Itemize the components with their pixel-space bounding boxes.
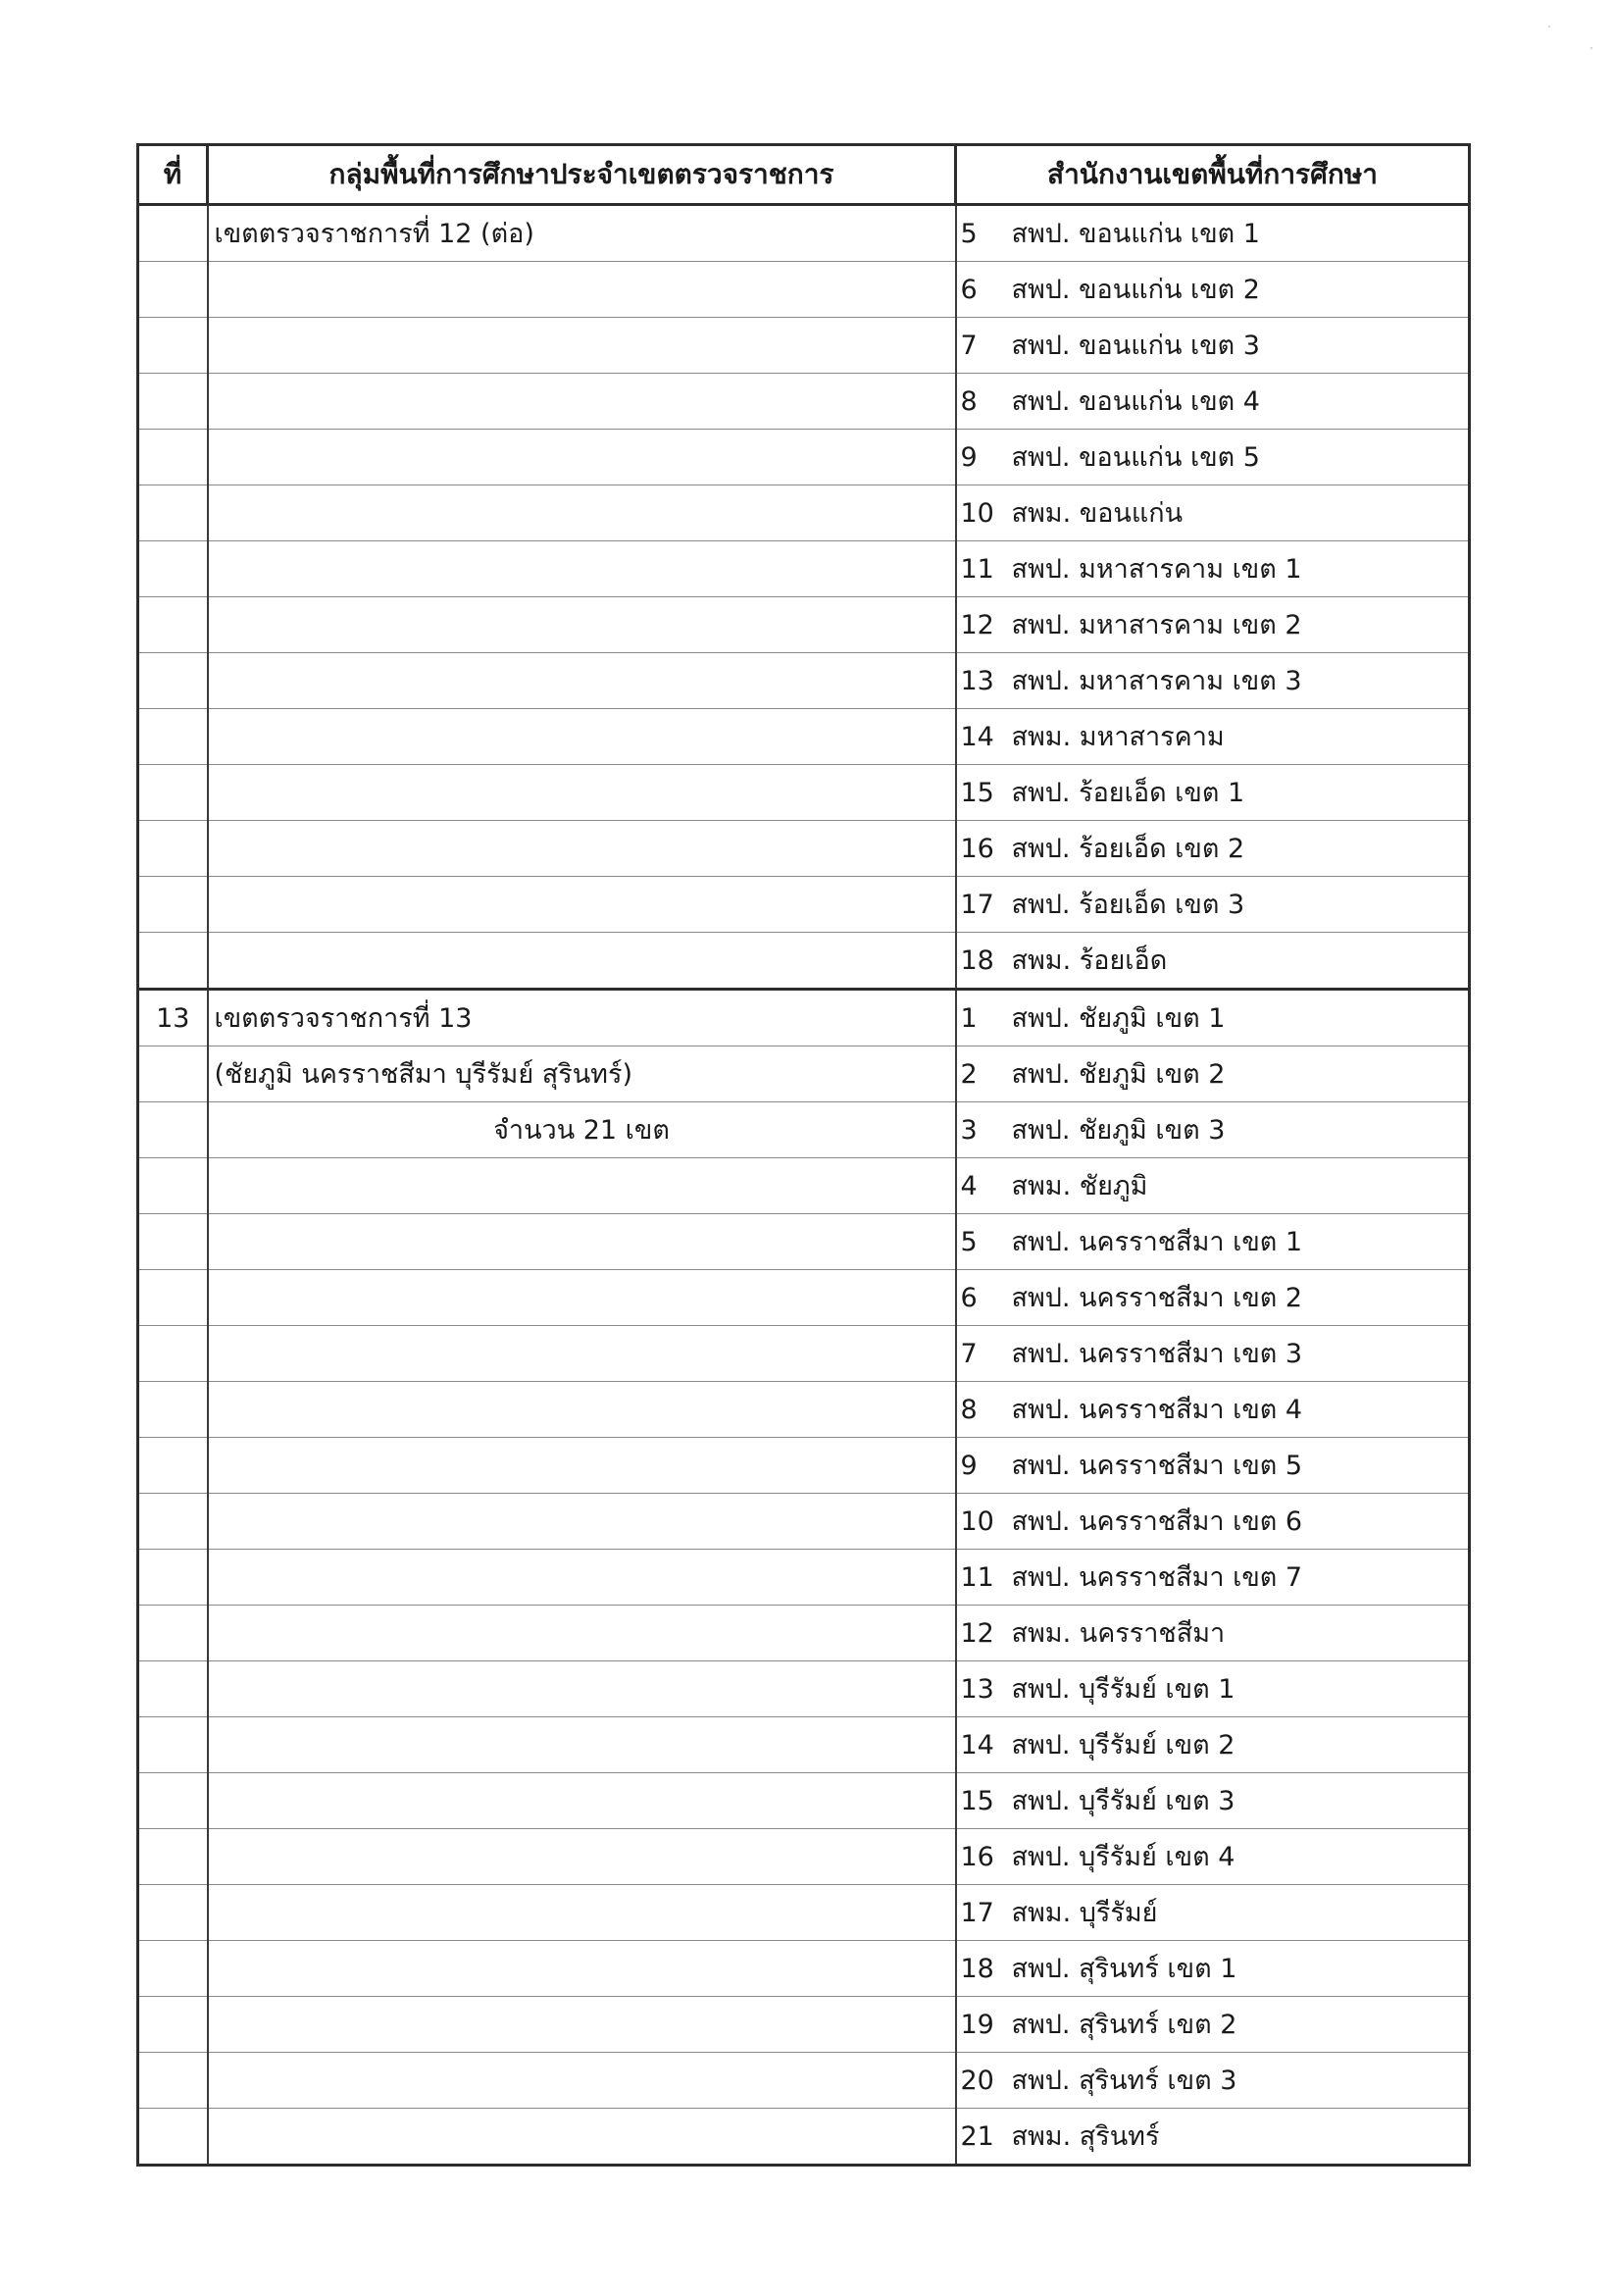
table-row <box>138 1661 1470 1717</box>
scan-speck <box>1590 47 1592 49</box>
office-entry <box>957 1785 1469 1816</box>
cell-office <box>956 1606 1470 1661</box>
header-office: สำนักงานเขตพื้นที่การศึกษา <box>956 145 1470 205</box>
office-index: 20 <box>960 2065 994 2096</box>
cell-group <box>208 318 956 374</box>
office-entry <box>957 332 1469 359</box>
office-name: สพม. บุรีรัมย์ <box>1011 1897 1158 1928</box>
table-row <box>138 1102 1470 1158</box>
office-entry <box>957 274 1469 305</box>
table-row <box>138 1885 1470 1941</box>
cell-office <box>956 1661 1470 1717</box>
table-row <box>138 1717 1470 1773</box>
cell-group <box>208 1494 956 1550</box>
cell-no <box>138 1270 208 1326</box>
cell-no <box>138 1773 208 1829</box>
office-name: สพม. มหาสารคาม <box>1011 721 1225 752</box>
cell-office <box>956 933 1470 990</box>
cell-no <box>138 205 208 262</box>
office-entry <box>957 1841 1469 1872</box>
table-row <box>138 1997 1470 2053</box>
office-name: สพป. นครราชสีมา เขต 7 <box>1011 1561 1303 1593</box>
cell-group <box>208 2109 956 2166</box>
office-entry <box>957 609 1469 640</box>
office-entry <box>957 1953 1469 1984</box>
table-row <box>138 2109 1470 2166</box>
cell-office <box>956 1997 1470 2053</box>
cell-group <box>208 821 956 877</box>
cell-office <box>956 990 1470 1046</box>
office-name: สพป. สุรินทร์ เขต 1 <box>1011 1953 1237 1984</box>
office-index: 17 <box>960 889 994 920</box>
office-name: สพป. ร้อยเอ็ด เขต 3 <box>1011 889 1245 920</box>
office-name: สพม. สุรินทร์ <box>1011 2120 1160 2152</box>
office-index: 16 <box>960 1841 994 1872</box>
cell-office <box>956 1046 1470 1102</box>
office-index: 9 <box>960 1450 978 1481</box>
office-index: 15 <box>960 777 994 808</box>
office-index: 21 <box>960 2120 994 2152</box>
cell-office <box>956 485 1470 541</box>
table-row <box>138 1941 1470 1997</box>
cell-office <box>956 1438 1470 1494</box>
header-no: ที่ <box>138 145 208 205</box>
table-row <box>138 1270 1470 1326</box>
table-row <box>138 262 1470 318</box>
cell-office <box>956 1158 1470 1214</box>
cell-group <box>208 1326 956 1382</box>
cell-no: 13 <box>138 990 208 1046</box>
group-label: จำนวน 21 เขต <box>493 1114 670 1146</box>
cell-group <box>208 262 956 318</box>
office-index: 11 <box>960 553 994 585</box>
cell-office <box>956 1717 1470 1773</box>
table-row <box>138 1158 1470 1214</box>
office-name: สพม. ชัยภูมิ <box>1011 1170 1148 1201</box>
cell-no <box>138 1717 208 1773</box>
table-row <box>138 877 1470 933</box>
cell-group <box>208 1102 956 1158</box>
cell-group <box>208 1661 956 1717</box>
table-row <box>138 653 1470 709</box>
office-index: 16 <box>960 833 994 864</box>
cell-group <box>208 1550 956 1606</box>
cell-group <box>208 541 956 597</box>
office-entry <box>957 665 1469 696</box>
table-row <box>138 1829 1470 1885</box>
cell-no <box>138 262 208 318</box>
cell-office <box>956 1941 1470 1997</box>
office-name: สพป. บุรีรัมย์ เขต 3 <box>1011 1785 1235 1816</box>
office-name: สพป. บุรีรัมย์ เขต 2 <box>1011 1729 1235 1760</box>
office-name: สพป. นครราชสีมา เขต 4 <box>1011 1394 1303 1425</box>
office-entry <box>957 497 1469 529</box>
cell-no <box>138 821 208 877</box>
table-body <box>138 205 1470 2166</box>
cell-office <box>956 430 1470 485</box>
cell-no <box>138 1382 208 1438</box>
cell-no <box>138 374 208 430</box>
office-entry <box>957 1505 1469 1537</box>
office-name: สพป. ร้อยเอ็ด เขต 1 <box>1011 777 1245 808</box>
table-row <box>138 933 1470 990</box>
cell-no <box>138 1438 208 1494</box>
office-entry <box>957 721 1469 752</box>
office-index: 2 <box>960 1058 978 1090</box>
cell-no <box>138 709 208 765</box>
cell-office <box>956 597 1470 653</box>
table-row <box>138 1214 1470 1270</box>
cell-group <box>208 765 956 821</box>
table-row <box>138 2053 1470 2109</box>
office-index: 13 <box>960 665 994 696</box>
cell-office <box>956 2053 1470 2109</box>
table-row <box>138 765 1470 821</box>
office-name: สพป. มหาสารคาม เขต 1 <box>1011 553 1302 585</box>
office-index: 13 <box>960 1673 994 1705</box>
office-index: 18 <box>960 1953 994 1984</box>
cell-no <box>138 1550 208 1606</box>
group-label: เขตตรวจราชการที่ 12 (ต่อ) <box>214 218 534 249</box>
table-row <box>138 541 1470 597</box>
office-index: 4 <box>960 1170 978 1201</box>
office-index: 7 <box>960 1338 978 1369</box>
cell-group <box>208 990 956 1046</box>
cell-no <box>138 430 208 485</box>
group-label: เขตตรวจราชการที่ 13 <box>214 1002 473 1034</box>
office-name: สพป. ชัยภูมิ เขต 2 <box>1011 1058 1226 1090</box>
office-index: 11 <box>960 1561 994 1593</box>
cell-group <box>208 1941 956 1997</box>
cell-group <box>208 1717 956 1773</box>
office-name: สพป. นครราชสีมา เขต 5 <box>1011 1450 1303 1481</box>
office-entry <box>957 2120 1469 2152</box>
table-row <box>138 1606 1470 1661</box>
table-row <box>138 709 1470 765</box>
cell-group <box>208 1270 956 1326</box>
office-entry <box>957 944 1469 976</box>
cell-group <box>208 709 956 765</box>
office-index: 7 <box>960 330 978 361</box>
office-name: สพป. มหาสารคาม เขต 2 <box>1011 609 1302 640</box>
office-index: 17 <box>960 1897 994 1928</box>
cell-office <box>956 2109 1470 2166</box>
table-row <box>138 1550 1470 1606</box>
office-index: 1 <box>960 1002 978 1034</box>
office-entry <box>957 1729 1469 1760</box>
office-name: สพม. ร้อยเอ็ด <box>1011 944 1168 976</box>
cell-group <box>208 1438 956 1494</box>
cell-no <box>138 1997 208 2053</box>
cell-group <box>208 430 956 485</box>
scan-speck <box>1548 26 1550 27</box>
office-index: 6 <box>960 274 978 305</box>
office-name: สพป. ขอนแก่น เขต 1 <box>1011 218 1260 249</box>
office-entry <box>957 833 1469 864</box>
office-name: สพป. นครราชสีมา เขต 1 <box>1011 1226 1303 1257</box>
cell-office <box>956 1382 1470 1438</box>
office-name: สพม. นครราชสีมา <box>1011 1617 1226 1649</box>
cell-group <box>208 1606 956 1661</box>
office-name: สพป. ขอนแก่น เขต 3 <box>1011 330 1260 361</box>
cell-office <box>956 765 1470 821</box>
cell-no <box>138 2109 208 2166</box>
cell-office <box>956 709 1470 765</box>
cell-office <box>956 1326 1470 1382</box>
office-entry <box>957 218 1469 249</box>
office-name: สพป. สุรินทร์ เขต 2 <box>1011 2009 1237 2040</box>
table-row <box>138 990 1470 1046</box>
cell-no <box>138 653 208 709</box>
office-entry <box>957 1170 1469 1201</box>
office-entry <box>957 2067 1469 2094</box>
office-entry <box>957 1002 1469 1034</box>
table-row <box>138 430 1470 485</box>
cell-group <box>208 1829 956 1885</box>
cell-office <box>956 1102 1470 1158</box>
group-label: (ชัยภูมิ นครราชสีมา บุรีรัมย์ สุรินทร์) <box>214 1058 633 1090</box>
office-name: สพป. มหาสารคาม เขต 3 <box>1011 665 1302 696</box>
cell-office <box>956 262 1470 318</box>
table-row <box>138 205 1470 262</box>
table-row <box>138 597 1470 653</box>
table-row <box>138 1438 1470 1494</box>
office-entry <box>957 1394 1469 1425</box>
cell-office <box>956 1550 1470 1606</box>
cell-group <box>208 1382 956 1438</box>
cell-no <box>138 485 208 541</box>
office-index: 14 <box>960 721 994 752</box>
office-entry <box>957 889 1469 920</box>
office-index: 8 <box>960 385 978 417</box>
table-row <box>138 1773 1470 1829</box>
cell-group <box>208 205 956 262</box>
office-name: สพป. ขอนแก่น เขต 5 <box>1011 441 1260 473</box>
office-index: 5 <box>960 1226 978 1257</box>
cell-office <box>956 318 1470 374</box>
cell-group <box>208 1158 956 1214</box>
office-entry <box>957 1897 1469 1928</box>
office-index: 15 <box>960 1785 994 1816</box>
office-entry <box>957 1450 1469 1481</box>
cell-no <box>138 1941 208 1997</box>
office-index: 3 <box>960 1114 978 1146</box>
office-entry <box>957 441 1469 473</box>
cell-group <box>208 374 956 430</box>
table-row <box>138 485 1470 541</box>
cell-no <box>138 933 208 990</box>
office-index: 10 <box>960 1505 994 1537</box>
cell-no <box>138 1661 208 1717</box>
office-entry <box>957 385 1469 417</box>
office-name: สพป. นครราชสีมา เขต 3 <box>1011 1338 1303 1369</box>
office-entry <box>957 2009 1469 2040</box>
office-entry <box>957 553 1469 585</box>
cell-no <box>138 1046 208 1102</box>
office-entry <box>957 1673 1469 1705</box>
office-index: 8 <box>960 1394 978 1425</box>
cell-group <box>208 877 956 933</box>
cell-group <box>208 1046 956 1102</box>
cell-no <box>138 2053 208 2109</box>
cell-office <box>956 374 1470 430</box>
cell-no <box>138 1214 208 1270</box>
cell-group <box>208 597 956 653</box>
office-index: 9 <box>960 441 978 473</box>
table-row <box>138 1382 1470 1438</box>
cell-group <box>208 1773 956 1829</box>
office-index: 14 <box>960 1729 994 1760</box>
office-name: สพป. บุรีรัมย์ เขต 1 <box>1011 1673 1235 1705</box>
cell-group <box>208 2053 956 2109</box>
cell-no <box>138 1885 208 1941</box>
cell-no <box>138 318 208 374</box>
office-name: สพป. นครราชสีมา เขต 6 <box>1011 1505 1303 1537</box>
office-name: สพป. บุรีรัมย์ เขต 4 <box>1011 1841 1235 1872</box>
cell-no <box>138 1494 208 1550</box>
cell-no <box>138 1158 208 1214</box>
office-index: 6 <box>960 1282 978 1313</box>
office-index: 12 <box>960 609 994 640</box>
cell-office <box>956 1214 1470 1270</box>
cell-office <box>956 653 1470 709</box>
office-name: สพป. นครราชสีมา เขต 2 <box>1011 1282 1303 1313</box>
office-entry <box>957 1282 1469 1313</box>
cell-no <box>138 877 208 933</box>
office-index: 18 <box>960 944 994 976</box>
office-name: สพป. ร้อยเอ็ด เขต 2 <box>1011 833 1245 864</box>
cell-group <box>208 1885 956 1941</box>
office-name: สพป. ขอนแก่น เขต 2 <box>1011 274 1260 305</box>
office-name: สพป. ชัยภูมิ เขต 1 <box>1011 1002 1226 1034</box>
office-entry <box>957 1058 1469 1090</box>
office-name: สพม. ขอนแก่น <box>1011 497 1184 529</box>
office-index: 5 <box>960 218 978 249</box>
cell-office <box>956 1829 1470 1885</box>
cell-no <box>138 1606 208 1661</box>
cell-office <box>956 1494 1470 1550</box>
education-area-table <box>136 143 1471 2167</box>
office-entry <box>957 1338 1469 1369</box>
header-group: กลุ่มพื้นที่การศึกษาประจำเขตตรวจราชการ <box>208 145 956 205</box>
cell-group <box>208 1997 956 2053</box>
office-name: สพป. ชัยภูมิ เขต 3 <box>1011 1114 1226 1146</box>
office-entry <box>957 1114 1469 1146</box>
table-row <box>138 1046 1470 1102</box>
cell-office <box>956 821 1470 877</box>
cell-no <box>138 1829 208 1885</box>
cell-group <box>208 485 956 541</box>
cell-office <box>956 205 1470 262</box>
cell-office <box>956 1885 1470 1941</box>
cell-group <box>208 653 956 709</box>
office-entry <box>957 1561 1469 1593</box>
cell-group <box>208 1214 956 1270</box>
table-row <box>138 318 1470 374</box>
office-entry <box>957 777 1469 808</box>
cell-no <box>138 541 208 597</box>
office-entry <box>957 1226 1469 1257</box>
cell-no <box>138 1326 208 1382</box>
cell-office <box>956 877 1470 933</box>
office-index: 10 <box>960 497 994 529</box>
table-row <box>138 1494 1470 1550</box>
office-index: 19 <box>960 2009 994 2040</box>
table-row <box>138 1326 1470 1382</box>
cell-no <box>138 597 208 653</box>
cell-office <box>956 541 1470 597</box>
cell-no <box>138 1102 208 1158</box>
cell-group <box>208 933 956 990</box>
cell-office <box>956 1270 1470 1326</box>
cell-office <box>956 1773 1470 1829</box>
office-entry <box>957 1617 1469 1649</box>
table-row <box>138 821 1470 877</box>
office-index: 12 <box>960 1617 994 1649</box>
table-row <box>138 374 1470 430</box>
office-name: สพป. สุรินทร์ เขต 3 <box>1011 2065 1237 2096</box>
table-header-row <box>138 145 1470 205</box>
office-name: สพป. ขอนแก่น เขต 4 <box>1011 385 1260 417</box>
cell-no <box>138 765 208 821</box>
